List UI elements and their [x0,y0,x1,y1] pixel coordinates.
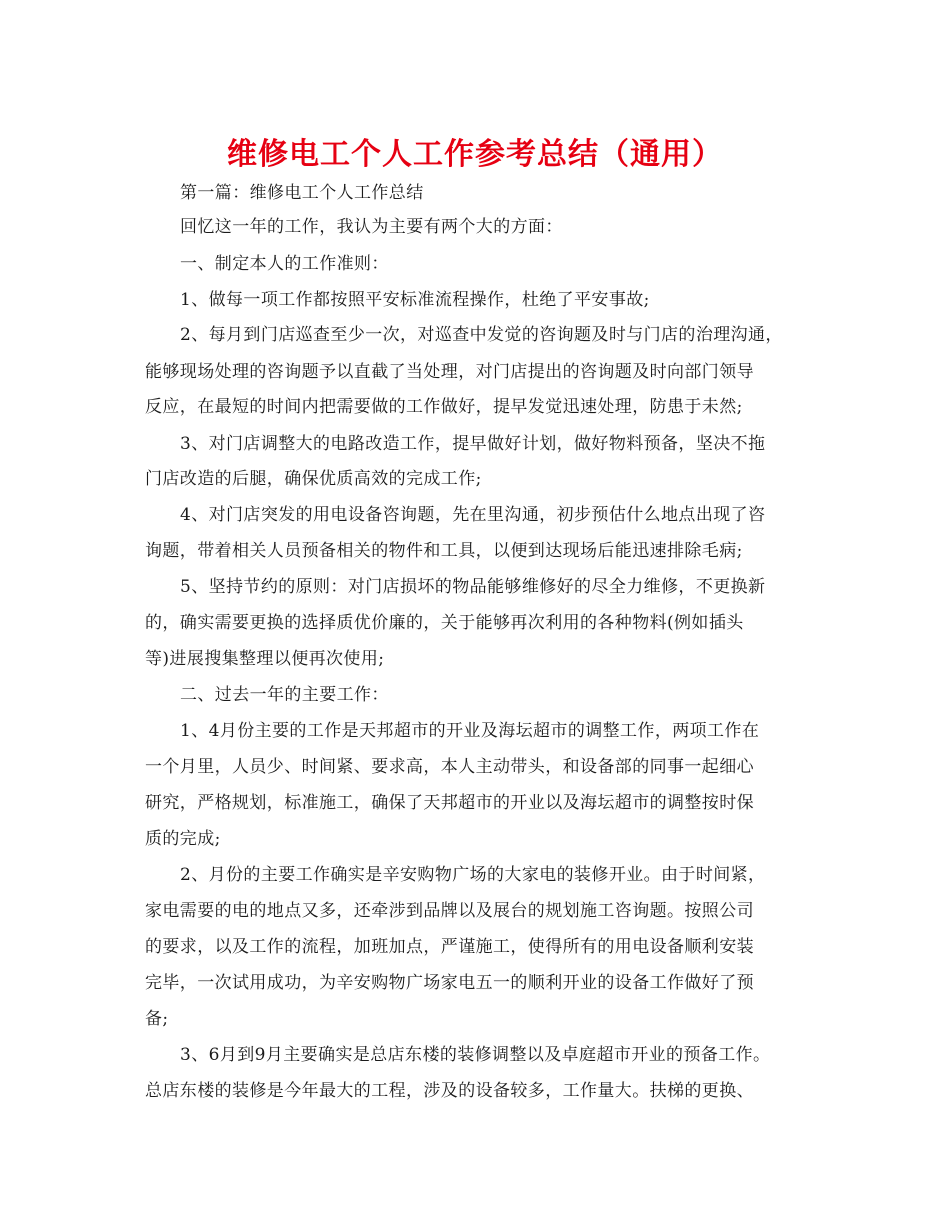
paragraph-line: 2、月份的主要工作确实是辛安购物广场的大家电的装修开业。由于时间紧， [180,865,766,885]
paragraph-line: 第一篇：维修电工个人工作总结 [180,183,424,203]
paragraph-line: 能够现场处理的咨询题予以直截了当处理，对门店提出的咨询题及时向部门领导 [145,362,754,382]
paragraph-line: 家电需要的电的地点又多，还牵涉到品牌以及展台的规划施工咨询题。按照公司 [145,901,754,921]
paragraph-line: 回忆这一年的工作，我认为主要有两个大的方面： [180,217,563,237]
paragraph-line: 研究，严格规划，标准施工，确保了天邦超市的开业以及海坛超市的调整按时保 [145,793,754,813]
paragraph-line: 询题，带着相关人员预备相关的物件和工具，以便到达现场后能迅速排除毛病; [145,541,743,561]
paragraph-line: 二、过去一年的主要工作： [180,685,389,705]
paragraph-line: 2、每月到门店巡查至少一次，对巡查中发觉的咨询题及时与门店的治理沟通， [180,325,783,345]
paragraph-line: 3、6月到9月主要确实是总店东楼的装修调整以及卓庭超市开业的预备工作。 [180,1045,771,1065]
paragraph-line: 的要求，以及工作的流程，加班加点，严谨施工，使得所有的用电设备顺利安装 [145,937,754,957]
paragraph-line: 质的完成; [145,829,221,849]
paragraph-line: 4、对门店突发的用电设备咨询题，先在里沟通，初步预估什么地点出现了咨 [180,505,766,525]
paragraph-line: 1、4月份主要的工作是天邦超市的开业及海坛超市的调整工作，两项工作在 [180,721,760,741]
paragraph-line: 的，确实需要更换的选择质优价廉的，关于能够再次利用的各种物料(例如插头 [145,613,744,633]
paragraph-line: 5、坚持节约的原则：对门店损坏的物品能够维修好的尽全力维修，不更换新 [180,577,766,597]
paragraph-line: 等)进展搜集整理以便再次使用; [145,649,385,669]
paragraph-line: 一、制定本人的工作准则： [180,254,389,274]
paragraph-line: 备; [145,1009,169,1029]
paragraph-line: 完毕，一次试用成功，为辛安购物广场家电五一的顺利开业的设备工作做好了预 [145,973,754,993]
paragraph-line: 3、对门店调整大的电路改造工作，提早做好计划，做好物料预备，坚决不拖 [180,434,766,454]
paragraph-line: 总店东楼的装修是今年最大的工程，涉及的设备较多，工作量大。扶梯的更换、 [145,1081,754,1101]
paragraph-line: 1、做每一项工作都按照平安标准流程操作，杜绝了平安事故; [180,290,650,310]
paragraph-line: 门店改造的后腿，确保优质高效的完成工作; [145,469,482,489]
document-title: 维修电工个人工作参考总结（通用） [227,137,723,172]
paragraph-line: 反应，在最短的时间内把需要做的工作做好，提早发觉迅速处理，防患于未然; [145,397,743,417]
paragraph-line: 一个月里，人员少、时间紧、要求高，本人主动带头，和设备部的同事一起细心 [145,757,754,777]
